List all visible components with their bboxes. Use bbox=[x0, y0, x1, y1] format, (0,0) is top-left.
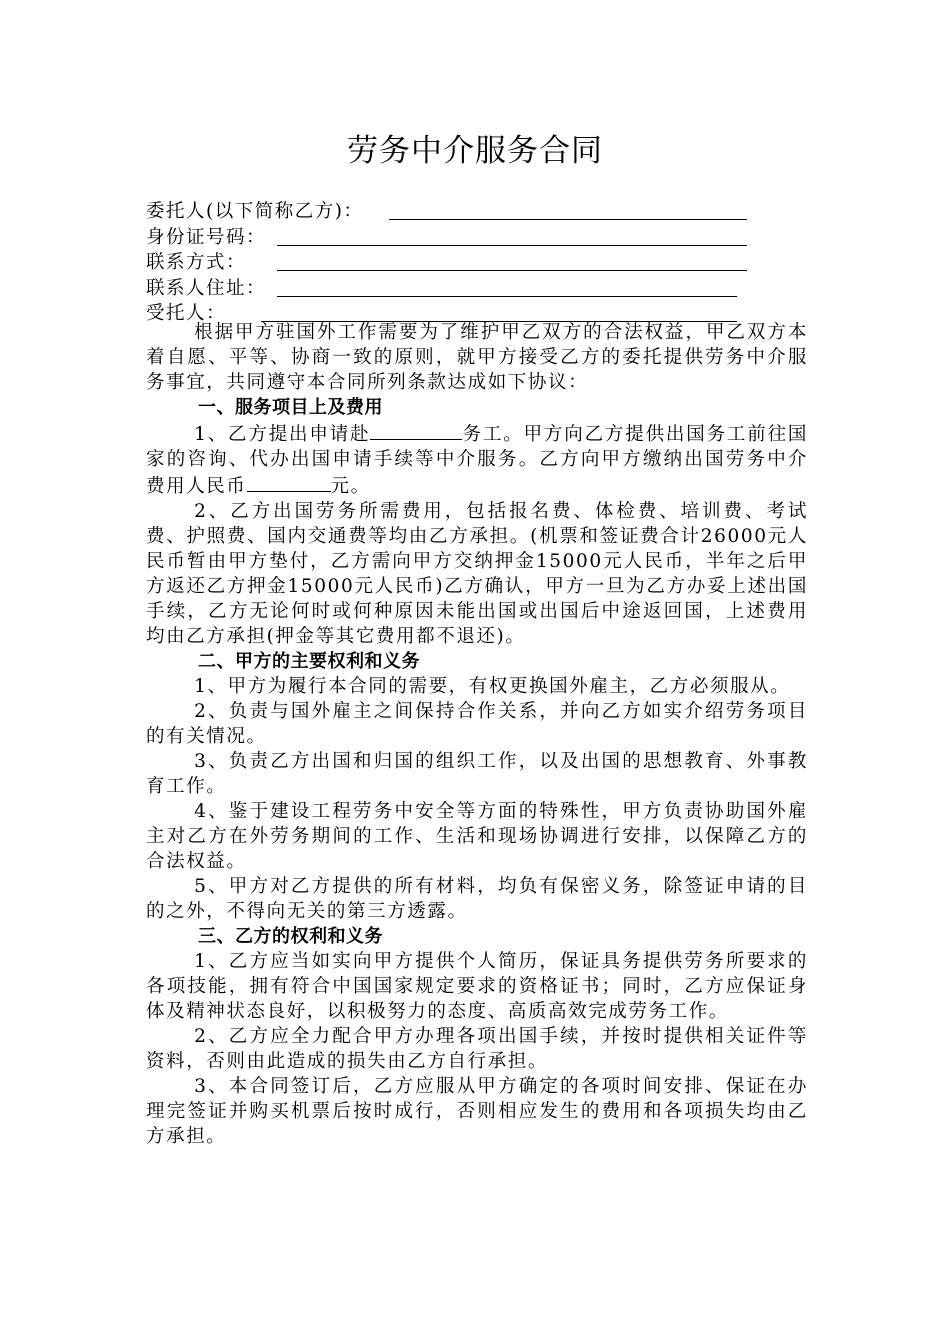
party-fields bbox=[146, 199, 766, 327]
fee-blank[interactable] bbox=[247, 472, 331, 492]
party-a-item-1: 1、甲方为履行本合同的需要，有权更换国外雇主，乙方必须服从。 bbox=[194, 676, 791, 697]
party-a-item-5: 5、甲方对乙方提供的所有材料，均负有保密义务，除签证申请的目的之外，不得向无关的第三方透露。 bbox=[146, 876, 808, 922]
intro-paragraph: 根据甲方驻国外工作需要为了维护甲乙双方的合法权益，甲乙双方本着自愿、平等、协商一致的原则，就甲方接受乙方的委托提供劳务中介服务事宜，共同遵守本合同所列条款达成如下协议： bbox=[146, 322, 808, 393]
field-blank-client[interactable] bbox=[389, 219, 747, 220]
section-heading-party-b: 三、乙方的权利和义务 bbox=[198, 926, 383, 947]
services-item-1-text-b: 务工。甲方向乙方提供出国务工前往国家的咨询、代办出国申请手续等中介服务。乙方向甲方缴纳出国劳务中介费用人民币 bbox=[146, 424, 809, 497]
field-blank-address[interactable] bbox=[277, 296, 737, 297]
party-b-item-1: 1、乙方应当如实向甲方提供个人简历，保证具务提供劳务所要求的各项技能，拥有符合中国国家规定要求的资格证书；同时，乙方应保证身体及精神状态良好，以积极努力的态度、高质高效完成劳务工作。 bbox=[146, 951, 808, 1022]
services-item-1-text-c: 元。 bbox=[330, 476, 371, 497]
party-a-item-3: 3、负责乙方出国和归国的组织工作，以及出国的思想教育、外事教育工作。 bbox=[146, 751, 808, 797]
party-a-item-2: 2、负责与国外雇主之间保持合作关系，并向乙方如实介绍劳务项目的有关情况。 bbox=[146, 701, 808, 747]
field-label-contact: 联系方式： bbox=[146, 252, 247, 273]
destination-blank[interactable] bbox=[370, 420, 462, 440]
field-label-id-number: 身份证号码： bbox=[146, 226, 267, 248]
services-item-2: 2、乙方出国劳务所需费用，包括报名费、体检费、培训费、考试费、护照费、国内交通费等均由乙方承担。(机票和签证费合计26000元人民币暂由甲方垫付，乙方需向甲方交纳押金15000元人民币，半年之后甲方返还乙方押金15000元人民币)乙方确认，甲方一旦为乙方办妥上述出国手续，乙方无论何时或何种原因未能出国或出国后中途返回国，上述费用均由乙方承担(押金等其它费用都不退还)。 bbox=[146, 501, 808, 647]
field-blank-contact[interactable] bbox=[277, 270, 747, 271]
services-item-1-text-a: 1、乙方提出申请赴 bbox=[194, 424, 371, 445]
field-label-client: 委托人(以下简称乙方)： bbox=[146, 201, 364, 222]
section-heading-services: 一、服务项目上及费用 bbox=[198, 397, 383, 418]
party-b-item-2: 2、乙方应全力配合甲方办理各项出国手续，并按时提供相关证件等资料，否则由此造成的损失由乙方自行承担。 bbox=[146, 1026, 808, 1072]
field-row-client bbox=[146, 199, 766, 225]
field-blank-id-number[interactable] bbox=[277, 245, 747, 246]
field-label-address: 联系人住址： bbox=[146, 277, 267, 299]
document-title: 劳务中介服务合同 bbox=[347, 133, 603, 169]
party-a-item-4: 4、鉴于建设工程劳务中安全等方面的特殊性，甲方负责协助国外雇主对乙方在外劳务期间的工作、生活和现场协调进行安排，以保障乙方的合法权益。 bbox=[146, 801, 808, 872]
party-b-item-3: 3、本合同签订后，乙方应服从甲方确定的各项时间安排、保证在办理完签证并购买机票后按时成行，否则相应发生的费用和各项损失均由乙方承担。 bbox=[146, 1076, 808, 1147]
contract-body bbox=[146, 320, 808, 1149]
field-label-trustee: 受托人： bbox=[146, 303, 227, 324]
field-row-address bbox=[146, 276, 766, 302]
field-row-contact bbox=[146, 250, 766, 276]
services-item-1 bbox=[146, 420, 808, 499]
section-heading-party-a: 二、甲方的主要权利和义务 bbox=[198, 651, 420, 672]
field-row-id-number bbox=[146, 225, 766, 251]
